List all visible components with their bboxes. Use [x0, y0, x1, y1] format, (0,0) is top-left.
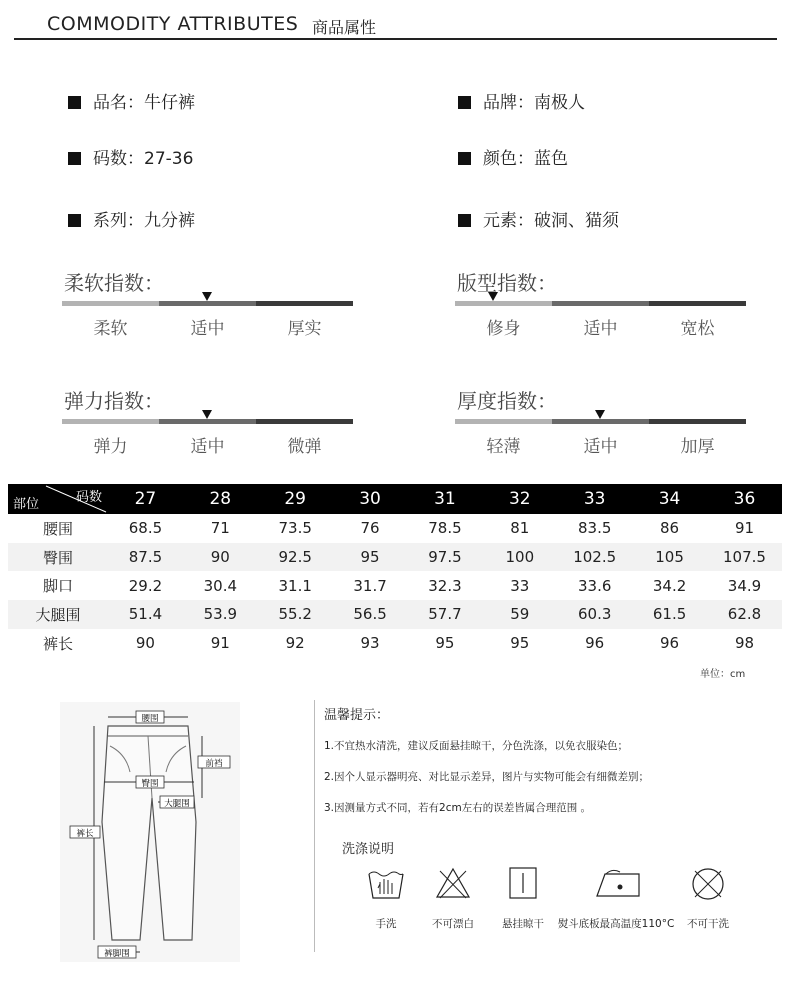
wash-label-iron: 熨斗底板最高温度110°C: [557, 918, 675, 930]
size-value-cell: 81: [510, 519, 530, 538]
part-label-cell: 裤长: [42, 634, 73, 653]
size-value-cell: 57.7: [408, 600, 483, 629]
diagram-label-thigh: 大腿围: [164, 799, 190, 809]
wash-title: 洗涤说明: [342, 842, 395, 857]
corner-col-label: 码数: [75, 490, 102, 505]
scale-label: 适中: [583, 319, 618, 339]
size-value-cell: 53.9: [183, 600, 258, 629]
selected-marker-icon: [202, 292, 212, 301]
size-value-cell: 92.5: [258, 543, 333, 572]
bullet-square-icon: [68, 214, 81, 227]
size-value-cell: 96: [585, 634, 605, 653]
size-value-cell: 61.5: [632, 600, 707, 629]
header-divider: [14, 38, 777, 40]
size-value-cell: 91: [210, 634, 230, 653]
size-value-cell: 86: [660, 519, 680, 538]
elasticity-index-title: 弹力指数：: [64, 389, 164, 413]
size-value-cell: 71: [210, 519, 230, 538]
scale-label: 宽松: [680, 319, 715, 339]
tip-item: 2.因个人显示器明亮、对比显示差异，图片与实物可能会有细微差别；: [324, 771, 650, 783]
table-corner-cell: [8, 484, 108, 514]
attr-product-name: 品名：牛仔裤: [68, 88, 195, 113]
size-value-cell: 76: [360, 519, 380, 538]
size-header-row: [8, 484, 782, 514]
fit-index-title: 版型指数：: [457, 271, 557, 295]
diagram-label-waist: 腰围: [141, 714, 159, 724]
scale-label: 适中: [190, 319, 225, 339]
scale-label: 适中: [583, 437, 618, 457]
hand-wash-icon: [366, 866, 406, 902]
pants-measurement-diagram: [60, 702, 240, 962]
attr-color: 颜色：蓝色: [458, 144, 568, 169]
size-value-cell: 55.2: [258, 600, 333, 629]
table-row: [8, 629, 782, 658]
attr-series: 系列：九分裤: [68, 206, 195, 231]
tip-item: 1.不宜热水清洗，建议反面悬挂晾干，分色洗涤，以免衣服染色；: [324, 740, 629, 752]
selected-marker-icon: [488, 292, 498, 301]
size-value-cell: 33: [510, 576, 530, 595]
size-header-cell: 29: [258, 484, 333, 514]
size-value-cell: 31.7: [353, 576, 387, 595]
scale-label: 适中: [190, 437, 225, 457]
diagram-label-front-rise: 前裆: [205, 759, 223, 769]
bullet-square-icon: [458, 96, 471, 109]
bullet-square-icon: [458, 152, 471, 165]
selected-marker-icon: [202, 410, 212, 419]
size-value-cell: 107.5: [707, 543, 782, 572]
size-header-cell: 34: [632, 484, 707, 514]
size-value-cell: 30.4: [203, 576, 238, 595]
no-bleach-icon: [434, 866, 472, 900]
size-value-cell: 96: [660, 634, 680, 653]
size-header-cell: 32: [482, 484, 557, 514]
scale-label: 微弹: [287, 437, 322, 457]
attr-brand: 品牌：南极人: [458, 88, 585, 113]
scale-label: 柔软: [93, 319, 128, 339]
wash-label-no-dry-clean: 不可干洗: [687, 918, 729, 930]
size-value-cell: 68.5: [128, 519, 163, 538]
tip-item: 3.因测量方式不同，若有2cm左右的误差皆属合理范围 。: [324, 802, 592, 814]
size-value-cell: 87.5: [108, 543, 183, 572]
iron-icon: [594, 866, 642, 900]
scale-label: 厚实: [287, 319, 322, 339]
part-label-cell: 大腿围: [8, 600, 108, 629]
size-table: [8, 484, 782, 657]
fit-index-scale: [455, 301, 746, 339]
bullet-square-icon: [68, 152, 81, 165]
bullet-square-icon: [68, 96, 81, 109]
size-header-cell: 36: [707, 484, 782, 514]
size-value-cell: 91: [734, 519, 755, 538]
size-header-cell: 27: [108, 484, 183, 514]
thickness-index-scale: [455, 419, 746, 457]
part-label-cell: 臀围: [8, 543, 108, 572]
attr-size-range: 码数：27-36: [68, 144, 193, 169]
size-value-cell: 31.1: [278, 576, 312, 595]
size-value-cell: 93: [360, 634, 380, 653]
scale-label: 轻薄: [486, 437, 521, 457]
scale-label: 弹力: [93, 437, 128, 457]
vertical-divider: [314, 700, 315, 952]
header-title-cn: 商品属性: [312, 18, 377, 37]
size-value-cell: 32.3: [428, 576, 462, 595]
hang-dry-icon: [508, 866, 538, 900]
no-dry-clean-icon: [690, 866, 726, 902]
size-value-cell: 95: [435, 634, 455, 653]
size-value-cell: 92: [285, 634, 305, 653]
attr-elements: 元素：破洞、猫须: [458, 206, 619, 231]
size-header-cell: 28: [183, 484, 258, 514]
tips-title: 温馨提示：: [324, 708, 390, 723]
elasticity-index-scale: [62, 419, 353, 457]
scale-label: 修身: [486, 319, 521, 339]
size-value-cell: 78.5: [428, 519, 462, 538]
diagram-label-length: 裤长: [76, 829, 94, 839]
size-header-cell: 30: [333, 484, 408, 514]
size-value-cell: 62.8: [707, 600, 782, 629]
size-value-cell: 51.4: [108, 600, 183, 629]
table-row: [8, 514, 782, 543]
size-value-cell: 90: [135, 634, 155, 653]
size-value-cell: 29.2: [128, 576, 163, 595]
size-value-cell: 95: [510, 634, 530, 653]
size-value-cell: 56.5: [333, 600, 408, 629]
size-value-cell: 73.5: [278, 519, 312, 538]
header-title-en: COMMODITY ATTRIBUTES: [47, 13, 299, 35]
size-value-cell: 97.5: [408, 543, 483, 572]
size-value-cell: 60.3: [557, 600, 632, 629]
unit-note: 单位：cm: [700, 669, 746, 680]
size-value-cell: 100: [482, 543, 557, 572]
selected-marker-icon: [595, 410, 605, 419]
size-value-cell: 102.5: [557, 543, 632, 572]
softness-index-scale: [62, 301, 353, 339]
part-label-cell: 脚口: [42, 577, 73, 596]
softness-index-title: 柔软指数：: [64, 271, 164, 295]
size-value-cell: 83.5: [577, 519, 612, 538]
wash-label-hang-dry: 悬挂晾干: [502, 918, 544, 930]
part-label-cell: 腰围: [42, 519, 73, 538]
size-header-cell: 31: [408, 484, 483, 514]
size-value-cell: 34.2: [652, 576, 687, 595]
size-value-cell: 33.6: [577, 576, 612, 595]
diagram-label-hip: 臀围: [141, 779, 159, 789]
scale-label: 加厚: [680, 437, 715, 457]
table-row: [8, 600, 782, 629]
wash-label-no-bleach: 不可漂白: [432, 918, 474, 930]
size-header-cell: 33: [557, 484, 632, 514]
size-value-cell: 90: [183, 543, 258, 572]
corner-row-label: 部位: [13, 497, 40, 512]
size-value-cell: 105: [632, 543, 707, 572]
size-value-cell: 59: [482, 600, 557, 629]
size-value-cell: 98: [734, 634, 755, 653]
size-value-cell: 95: [333, 543, 408, 572]
bullet-square-icon: [458, 214, 471, 227]
diagram-label-leg-opening: 裤脚围: [104, 949, 130, 959]
wash-label-hand-wash: 手洗: [375, 918, 397, 930]
table-row: [8, 543, 782, 572]
thickness-index-title: 厚度指数：: [457, 389, 557, 413]
table-row: [8, 571, 782, 600]
size-value-cell: 34.9: [727, 576, 762, 595]
